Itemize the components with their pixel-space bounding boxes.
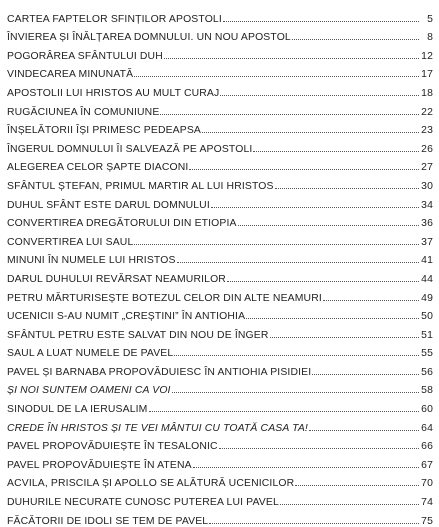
- toc-entry-page-number: 30: [421, 180, 433, 192]
- dot-leader: [295, 484, 419, 486]
- toc-entry-title: UCENICII S-AU NUMIT „CREȘTINI” ÎN ANTIOHIA: [7, 311, 246, 323]
- dot-leader: [323, 299, 419, 301]
- toc-entry-page-number: 8: [427, 32, 433, 44]
- toc-entry-page-number: 27: [421, 162, 433, 174]
- toc-entry-page-number: 75: [421, 515, 433, 527]
- toc-entry-title: MINUNI ÎN NUMELE LUI HRISTOS: [7, 255, 176, 267]
- toc-entry: [7, 396, 433, 415]
- toc-entry-page-number: 64: [421, 422, 433, 434]
- toc-entry: [7, 136, 433, 155]
- toc-entry-title: ÎNVIEREA ȘI ÎNĂLȚAREA DOMNULUI. UN NOU APOSTOL: [7, 32, 291, 44]
- dot-leader: [246, 317, 419, 319]
- toc-entry-page-number: 49: [421, 292, 433, 304]
- dot-leader: [189, 168, 419, 170]
- dot-leader: [219, 447, 419, 449]
- dot-leader: [238, 224, 419, 226]
- dot-leader: [220, 94, 419, 96]
- toc-entry-title: PETRU MĂRTURISEȘTE BOTEZUL CELOR DIN ALTE NEAMURI: [7, 292, 322, 304]
- toc-entry-title: POGORÂREA SFÂNTULUI DUH: [7, 50, 163, 62]
- dot-leader: [312, 373, 419, 375]
- dot-leader: [227, 280, 419, 282]
- toc-entry-page-number: 56: [421, 366, 433, 378]
- toc-entry: [7, 415, 433, 434]
- toc-entry: [7, 25, 433, 44]
- dot-leader: [177, 261, 419, 263]
- toc-entry: [7, 266, 433, 285]
- toc-entry-page-number: 51: [421, 329, 433, 341]
- toc-entry-title: SAUL A LUAT NUMELE DE PAVEL: [7, 348, 174, 360]
- toc-entry-page-number: 12: [421, 50, 433, 62]
- toc-entry-title: PAVEL PROPOVĂDUIEȘTE ÎN TESALONIC: [7, 441, 218, 453]
- toc-entry: [7, 489, 433, 508]
- toc-entry-title: ACVILA, PRISCILA ȘI APOLLO SE ALĂTURĂ UCENICILOR: [7, 478, 295, 490]
- toc-entry-title: SINODUL DE LA IERUSALIM: [7, 404, 148, 416]
- dot-leader: [174, 354, 419, 356]
- dot-leader: [280, 503, 419, 505]
- toc-entry-title: ȘI NOI SUNTEM OAMENI CA VOI: [7, 385, 171, 397]
- toc-entry-page-number: 44: [421, 273, 433, 285]
- toc-entry-page-number: 36: [421, 218, 433, 230]
- toc-entry: [7, 99, 433, 118]
- toc-entry-page-number: 41: [421, 255, 433, 267]
- toc-entry: [7, 452, 433, 471]
- toc-entry-page-number: 18: [421, 87, 433, 99]
- toc-entry: [7, 6, 433, 25]
- dot-leader: [193, 466, 419, 468]
- toc-entry: [7, 508, 433, 527]
- toc-entry-title: RUGĂCIUNEA ÎN COMUNIUNE: [7, 106, 160, 118]
- toc-entry: [7, 285, 433, 304]
- toc-entry-page-number: 34: [421, 199, 433, 211]
- toc-entry-page-number: 5: [427, 13, 433, 25]
- toc-entry-title: APOSTOLII LUI HRISTOS AU MULT CURAJ: [7, 87, 220, 99]
- dot-leader: [309, 429, 419, 431]
- dot-leader: [134, 243, 419, 245]
- toc-entry-title: DARUL DUHULUI REVĂRSAT NEAMURILOR: [7, 273, 226, 285]
- toc-entry-title: PAVEL ȘI BARNABA PROPOVĂDUIESC ÎN ANTIOHIA PISIDIEI: [7, 366, 312, 378]
- dot-leader: [211, 206, 419, 208]
- toc-entry-title: FĂCĂTORII DE IDOLI SE TEM DE PAVEL: [7, 515, 209, 527]
- toc-entry: [7, 43, 433, 62]
- toc-entry-title: ALEGEREA CELOR ȘAPTE DIACONI: [7, 162, 189, 174]
- toc-entry-title: CARTEA FAPTELOR SFINȚILOR APOSTOLI: [7, 13, 222, 25]
- dot-leader: [160, 113, 419, 115]
- toc-entry: [7, 359, 433, 378]
- toc-entry-page-number: 74: [421, 497, 433, 509]
- toc-entry-title: PAVEL PROPOVĂDUIEȘTE ÎN ATENA: [7, 459, 192, 471]
- toc-entry-page-number: 23: [421, 125, 433, 137]
- toc-entry: [7, 471, 433, 490]
- toc-entry: [7, 378, 433, 397]
- toc-entry-page-number: 58: [421, 385, 433, 397]
- toc-entry: [7, 155, 433, 174]
- toc-entry-page-number: 26: [421, 143, 433, 155]
- toc-entry-title: ÎNGERUL DOMNULUI ÎI SALVEAZĂ PE APOSTOLI: [7, 143, 253, 155]
- dot-leader: [223, 20, 419, 22]
- toc-entry: [7, 211, 433, 230]
- toc-entry-page-number: 17: [421, 69, 433, 81]
- toc-entry: [7, 62, 433, 81]
- dot-leader: [202, 131, 419, 133]
- toc-entry: [7, 192, 433, 211]
- dot-leader: [172, 391, 419, 393]
- toc-entry-page-number: 67: [421, 459, 433, 471]
- toc-entry: [7, 248, 433, 267]
- toc-entry: [7, 229, 433, 248]
- toc-entry: [7, 434, 433, 453]
- toc-entry-page-number: 70: [421, 478, 433, 490]
- toc-entry-title: CONVERTIREA DREGĂTORULUI DIN ETIOPIA: [7, 218, 237, 230]
- toc-entry-page-number: 55: [421, 348, 433, 360]
- dot-leader: [164, 57, 419, 59]
- toc-entry: [7, 341, 433, 360]
- toc-entry-title: DUHUL SFÂNT ESTE DARUL DOMNULUI: [7, 199, 210, 211]
- toc-entry-page-number: 66: [421, 441, 433, 453]
- toc-entry-title: CONVERTIREA LUI SAUL: [7, 236, 134, 248]
- toc-entry-page-number: 22: [421, 106, 433, 118]
- toc-entry: [7, 118, 433, 137]
- toc-entry-page-number: 37: [421, 236, 433, 248]
- toc-entry-title: VINDECAREA MINUNATĂ: [7, 69, 134, 81]
- dot-leader: [209, 522, 419, 524]
- dot-leader: [292, 38, 419, 40]
- dot-leader: [275, 187, 419, 189]
- toc-entry-page-number: 60: [421, 404, 433, 416]
- toc-entry: [7, 304, 433, 323]
- toc-entry-title: SFÂNTUL PETRU ESTE SALVAT DIN NOU DE ÎNGER: [7, 329, 269, 341]
- toc-entry-title: CREDE ÎN HRISTOS ȘI TE VEI MÂNTUI CU TOATĂ CASA TA!: [7, 422, 308, 434]
- toc-entry-title: DUHURILE NECURATE CUNOSC PUTEREA LUI PAVEL: [7, 497, 279, 509]
- toc-entry: [7, 322, 433, 341]
- toc-entry-title: SFÂNTUL ȘTEFAN, PRIMUL MARTIR AL LUI HRISTOS: [7, 180, 274, 192]
- toc-entry-title: ÎNȘELĂTORII ÎȘI PRIMESC PEDEAPSA: [7, 125, 202, 137]
- dot-leader: [270, 336, 420, 338]
- toc-entry: [7, 80, 433, 99]
- toc-entry-page-number: 50: [421, 311, 433, 323]
- dot-leader: [253, 150, 419, 152]
- dot-leader: [149, 410, 420, 412]
- toc-entry: [7, 173, 433, 192]
- dot-leader: [134, 75, 419, 77]
